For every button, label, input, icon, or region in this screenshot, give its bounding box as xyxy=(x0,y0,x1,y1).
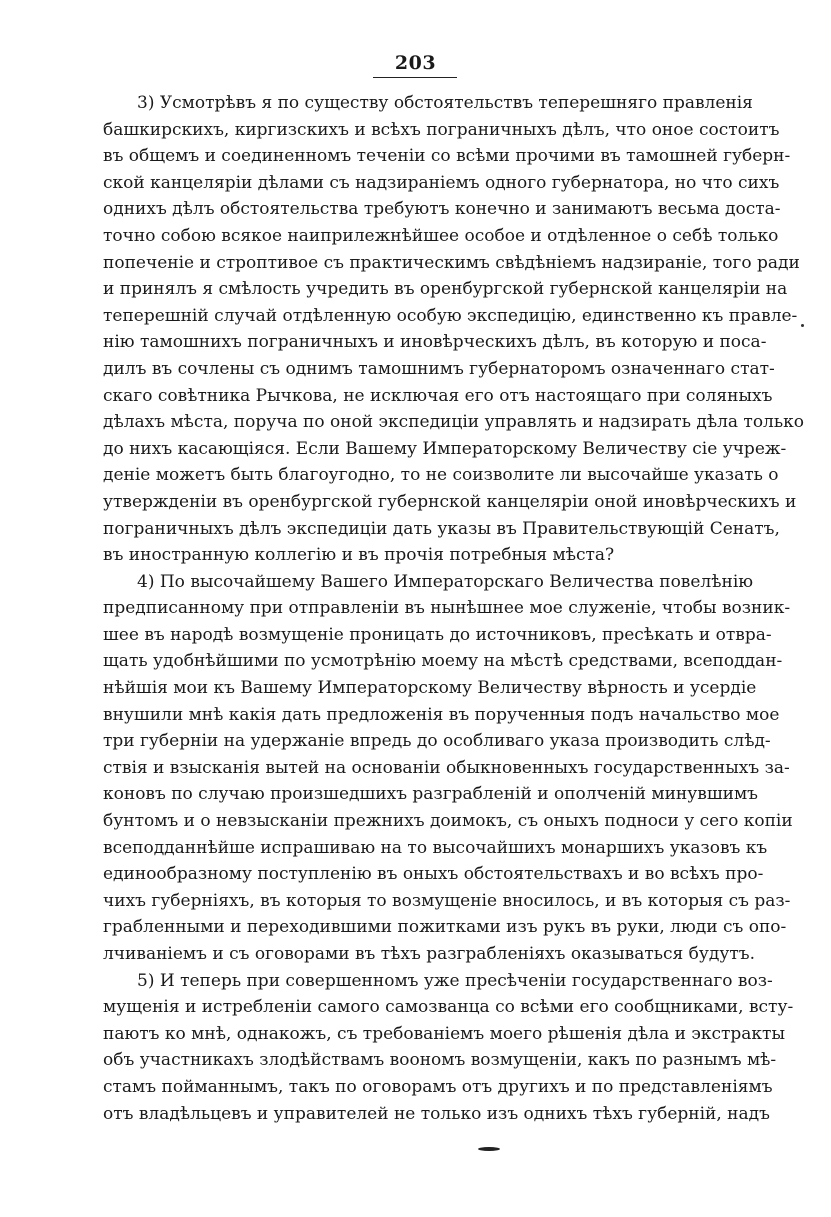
text-line: мущенія и истребленіи самого самозванца со всѣми его сообщниками, всту- xyxy=(103,997,794,1018)
text-line: въ общемъ и соединенномъ теченіи со всѣми прочими въ тамошней губерн- xyxy=(103,146,791,167)
text-line: отъ владѣльцевъ и управителей не только изъ однихъ тѣхъ губерній, надъ xyxy=(103,1103,770,1124)
text-line: попеченіе и строптивое съ практическимъ свѣдѣніемъ надзираніе, того ради xyxy=(103,252,800,273)
text-line: утвержденіи въ оренбургской губернской канцеляріи оной иновѣрческихъ и xyxy=(103,491,797,512)
text-line: 4) По высочайшему Вашего Императорскаго Величества повелѣнію xyxy=(137,571,754,592)
paragraph-p5 xyxy=(103,968,794,1128)
text-line: нію тамошнихъ пограничныхъ и иновѣрческихъ дѣлъ, въ которую и поса- xyxy=(103,332,767,353)
text-line: грабленными и переходившими пожитками изъ рукъ въ руки, люди съ опо- xyxy=(103,917,787,938)
text-line: щать удобнѣйшими по усмотрѣнію моему на мѣстѣ средствами, всеподдан- xyxy=(103,651,783,672)
text-line: точно собою всякое наиприлежнѣйшее особое и отдѣленное о себѣ только xyxy=(103,225,779,246)
paragraph-p3 xyxy=(103,90,804,569)
text-line: 5) И теперь при совершенномъ уже пресѣченіи государственнаго воз- xyxy=(137,970,773,991)
text-line: скаго совѣтника Рычкова, не исключая его отъ настоящаго при соляныхъ xyxy=(103,385,773,406)
text-line: паютъ ко мнѣ, однакожъ, съ требованіемъ моего рѣшенія дѣла и экстракты xyxy=(103,1023,785,1044)
text-line: дилъ въ сочлены съ однимъ тамошнимъ губернаторомъ означеннаго стат- xyxy=(103,358,775,379)
text-line: башкирскихъ, киргизскихъ и всѣхъ пограничныхъ дѣлъ, что оное состоитъ xyxy=(103,119,780,140)
text-line: дѣлахъ мѣста, поруча по оной экспедиціи управлять и надзирать дѣла только xyxy=(103,412,804,433)
text-line: единообразному поступленію въ оныхъ обстоятельствахъ и во всѣхъ про- xyxy=(103,864,764,885)
text-line: стамъ пойманнымъ, такъ по оговорамъ отъ другихъ и по представленіямъ xyxy=(103,1076,773,1097)
text-line: 3) Усмотрѣвъ я по существу обстоятельствъ теперешняго правленія xyxy=(137,93,753,113)
paragraph-p4 xyxy=(103,569,793,968)
footer-ornament xyxy=(478,1147,500,1151)
text-line: теперешній случай отдѣленную особую экспедицію, единственно къ правле- xyxy=(103,305,798,326)
text-line: въ иностранную коллегію и въ прочія потребныя мѣста? xyxy=(103,545,615,566)
text-line: пограничныхъ дѣлъ экспедиціи дать указы въ Правительствующій Сенатъ, xyxy=(103,518,780,539)
text-line: всеподданнѣйше испрашиваю на то высочайшихъ монаршихъ указовъ къ xyxy=(103,837,768,858)
header-rule xyxy=(373,77,457,78)
text-line: коновъ по случаю произшедшихъ разграбленій и ополченій минувшимъ xyxy=(103,784,758,805)
page-number: 203 xyxy=(394,52,437,74)
text-line: три губерніи на удержаніе впредь до особливаго указа производить слѣд- xyxy=(103,731,771,752)
text-line: ской канцеляріи дѣлами съ надзираніемъ одного губернатора, но что сихъ xyxy=(103,172,780,193)
text-line: внушили мнѣ какія дать предложенія въ порученныя подъ начальство мое xyxy=(103,704,780,725)
margin-speck xyxy=(801,324,804,327)
text-line: однихъ дѣлъ обстоятельства требуютъ конечно и занимаютъ весьма доста- xyxy=(103,199,781,220)
text-line: предписанному при отправленіи въ нынѣшнее мое служеніе, чтобы возник- xyxy=(103,598,791,619)
text-line: шее въ народѣ возмущеніе проницать до источниковъ, пресѣкать и отвра- xyxy=(103,624,772,645)
text-block xyxy=(103,90,804,1127)
text-line: и принялъ я смѣлость учредить въ оренбургской губернской канцеляріи на xyxy=(103,279,788,300)
text-line: до нихъ касающіяся. Если Вашему Императорскому Величеству сіе учреж- xyxy=(103,438,787,459)
text-line: объ участникахъ злодѣйствамъ воономъ возмущеніи, какъ по разнымъ мѣ- xyxy=(103,1050,777,1071)
text-line: чихъ губерніяхъ, въ которыя то возмущеніе вносилось, и въ которыя съ раз- xyxy=(103,890,791,911)
text-line: ствія и взысканія вытей на основаніи обыкновенныхъ государственныхъ за- xyxy=(103,757,790,778)
text-line: деніе можетъ быть благоугодно, то не соизволите ли высочайше указать о xyxy=(103,465,779,486)
text-line: бунтомъ и о невзысканіи прежнихъ доимокъ, съ оныхъ подноси у сего копіи xyxy=(103,811,793,832)
text-line: нѣйшія мои къ Вашему Императорскому Величеству вѣрность и усердіе xyxy=(103,678,757,699)
text-line: лчиваніемъ и съ оговорами въ тѣхъ разграбленіяхъ оказываться будутъ. xyxy=(103,944,755,964)
